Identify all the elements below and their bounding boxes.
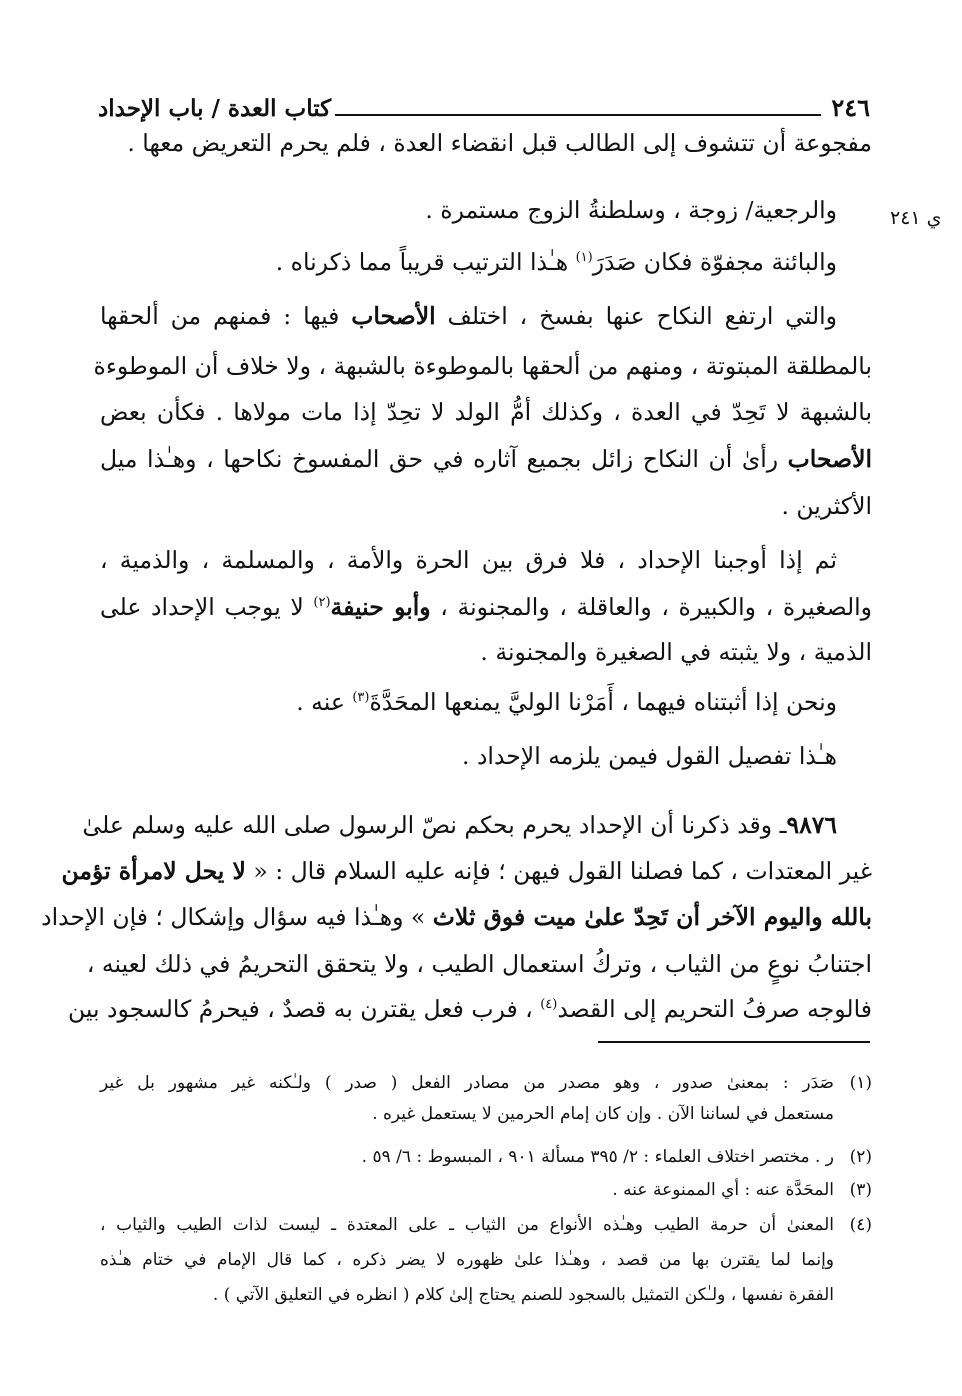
header-rule: [335, 114, 821, 116]
body-line-1: مفجوعة أن تتشوف إلى الطالب قبل انقضاء العدة ، فلم يحرم التعريض معها .: [127, 129, 872, 157]
footnote-number-1: (١): [849, 1073, 872, 1093]
footnote-number-3: (٣): [849, 1180, 872, 1200]
footnote-ref-3: (٣): [352, 690, 370, 706]
body-text: » وهـٰذا فيه سؤال وإشكال ؛ فإن الإحداد: [41, 903, 433, 931]
body-line-9: ثم إذا أوجبنا الإحداد ، فلا فرق بين الحرة والأمة ، والمسلمة ، والذمية ،: [100, 546, 837, 574]
body-line-11: الذمية ، ولا يثبته في الصغيرة والمجنونة .: [480, 638, 872, 666]
footnote-4-line-2: وإنما لما يقترن بها من قصد ، وهـٰذا علىٰ ظهوره لا يضر ذكره ، كما قال الإمام في ختام هـٰذه: [100, 1250, 834, 1270]
footnote-1-line-1: صَدَر : بمعنىٰ صدور ، وهو مصدر من مصادر الفعل ( صدر ) ولـٰكنه غير مشهور بل غير: [100, 1073, 834, 1093]
body-line-14: [82, 811, 837, 839]
body-line-6: بالشبهة لا تَحِدّ في العدة ، وكذلك أمُّ الولد لا تحِدّ إذا مات مولاها . فكأن بعض: [100, 398, 872, 426]
body-text: عنه .: [296, 688, 353, 716]
body-line-13: هـٰذا تفصيل القول فيمن يلزمه الإحداد .: [462, 742, 837, 770]
body-line-12: [296, 688, 837, 716]
paragraph-number: ٩٨٧٦: [786, 811, 837, 839]
footnote-3: المحَدَّة عنه : أي الممنوعة عنه .: [612, 1180, 834, 1200]
footnote-ref-1: (١): [575, 250, 593, 266]
body-line-10: [100, 593, 872, 621]
body-text: والصغيرة ، والكبيرة ، والعاقلة ، والمجنونة ،: [430, 593, 872, 621]
footnote-separator: [598, 1041, 870, 1043]
footnote-2: ر . مختصر اختلاف العلماء : ٢/ ٣٩٥ مسألة ٩٠١ ، المبسوط : ٦/ ٥٩ .: [361, 1147, 834, 1167]
footnote-number-4: (٤): [849, 1215, 872, 1235]
footnote-1-line-2: مستعمل في لساننا الآن . وإن كان إمام الحرمين لا يستعمل غيره .: [372, 1104, 834, 1124]
footnote-ref-4: (٤): [540, 997, 558, 1013]
body-text: هـٰذا الترتيب قريباً مما ذكرناه .: [275, 248, 576, 276]
bold-term: وأبو حنيفة: [330, 593, 431, 621]
body-text: والبائنة مجفوّة فكان صَدَرَ: [592, 248, 837, 276]
footnote-4-line-3: الفقرة نفسها ، ولـٰكن التمثيل بالسجود للصنم يحتاج إلىٰ كلام ( انظره في التعليق الآتي ) .: [212, 1285, 834, 1305]
body-line-16: [41, 903, 872, 931]
bold-term: الأصحاب: [787, 445, 872, 473]
body-line-7: [100, 445, 872, 473]
footnote-ref-2: (٢): [313, 595, 331, 611]
page-header: [98, 82, 870, 120]
body-line-18: [68, 995, 872, 1023]
body-text: فالوجه صرفُ التحريم إلى القصد: [557, 995, 872, 1023]
body-text: ـ وقد ذكرنا أن الإحداد يحرم بحكم نصّ الرسول صلى الله عليه وسلم علىٰ: [82, 811, 787, 839]
running-title: كتاب العدة / باب الإحداد: [98, 95, 332, 122]
body-line-4: [100, 302, 837, 330]
body-text: ، فرب فعل يقترن به قصدٌ ، فيحرمُ كالسجود بين: [68, 995, 541, 1023]
footnote-number-2: (٢): [849, 1147, 872, 1167]
body-text: والتي ارتفع النكاح عنها بفسخ ، اختلف: [435, 302, 837, 330]
page-number: ٢٤٦: [831, 93, 870, 122]
body-text: غير المعتدات ، كما فصلنا القول فيهن ؛ فإنه عليه السلام قال : «: [245, 857, 872, 885]
body-line-17: اجتنابُ نوعٍ من الثياب ، وتركُ استعمال الطيب ، ولا يتحقق التحريمُ في ذلك لعينه ،: [86, 950, 872, 978]
body-text: ونحن إذا أثبتناه فيهما ، أَمَرْنا الوليَّ يمنعها المحَدَّةَ: [369, 688, 837, 716]
body-line-8: الأكثرين .: [781, 492, 872, 520]
footnote-4-line-1: المعنىٰ أن حرمة الطيب وهـٰذه الأنواع من الثياب ـ على المعتدة ـ ليست لذات الطيب والثياب ،: [100, 1215, 834, 1235]
body-line-15: [61, 857, 872, 885]
body-line-2: والرجعية/ زوجة ، وسلطنةُ الزوج مستمرة .: [425, 196, 837, 224]
margin-page-reference: ي ٢٤١: [890, 207, 942, 229]
bold-term: الأصحاب: [351, 302, 436, 330]
hadith-text: بالله واليوم الآخر أن تَحِدّ علىٰ ميت فوق ثلاث: [432, 903, 872, 931]
body-text: رأىٰ أن النكاح زائل بجميع آثاره في حق المفسوخ نكاحها ، وهـٰذا ميل: [100, 445, 788, 473]
body-text: فيها : فمنهم من ألحقها: [100, 302, 352, 330]
hadith-text: لا يحل لامرأة تؤمن: [61, 857, 246, 885]
body-line-3: [276, 248, 837, 276]
body-line-5: بالمطلقة المبتوتة ، ومنهم من ألحقها بالموطوءة بالشبهة ، ولا خلاف أن الموطوءة: [93, 352, 872, 380]
body-text: لا يوجب الإحداد على: [100, 593, 314, 621]
